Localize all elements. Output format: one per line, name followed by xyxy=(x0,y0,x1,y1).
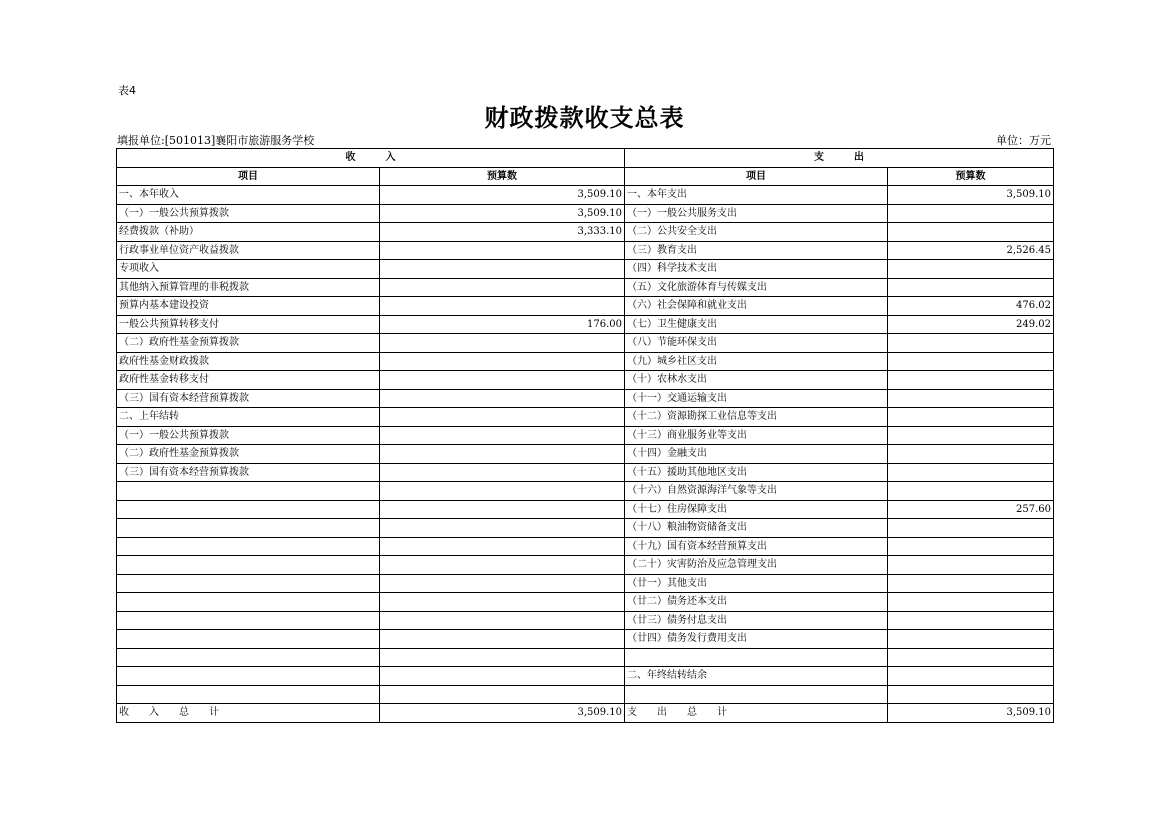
budget-table xyxy=(116,148,1054,723)
table-row xyxy=(117,556,1054,575)
expense-budget-cell xyxy=(888,556,1054,575)
table-body xyxy=(117,186,1054,704)
expense-item-cell: （六）社会保障和就业支出 xyxy=(625,297,888,316)
expense-budget-cell xyxy=(888,463,1054,482)
expense-budget-cell xyxy=(888,648,1054,667)
income-budget-cell xyxy=(380,463,625,482)
expense-budget-cell: 3,509.10 xyxy=(888,186,1054,205)
income-item-cell: 一、本年收入 xyxy=(117,186,380,205)
income-budget-cell: 3,509.10 xyxy=(380,186,625,205)
income-item-cell: 一般公共预算转移支付 xyxy=(117,315,380,334)
expense-item-cell: （十二）资源勘探工业信息等支出 xyxy=(625,408,888,427)
expense-budget-cell xyxy=(888,204,1054,223)
expense-budget-cell xyxy=(888,223,1054,242)
income-item-cell: 专项收入 xyxy=(117,260,380,279)
income-budget-cell xyxy=(380,593,625,612)
table-row xyxy=(117,241,1054,260)
income-item-cell: 政府性基金转移支付 xyxy=(117,371,380,390)
expense-item-cell: 一、本年支出 xyxy=(625,186,888,205)
income-budget-cell xyxy=(380,278,625,297)
income-budget-cell xyxy=(380,685,625,704)
expense-item-cell: （一）一般公共服务支出 xyxy=(625,204,888,223)
income-budget-cell xyxy=(380,667,625,686)
expense-item-cell: （五）文化旅游体育与传媒支出 xyxy=(625,278,888,297)
income-item-cell xyxy=(117,685,380,704)
expense-budget-cell xyxy=(888,371,1054,390)
income-budget-cell xyxy=(380,426,625,445)
expense-budget-cell xyxy=(888,519,1054,538)
expense-item-cell: 二、年终结转结余 xyxy=(625,667,888,686)
expense-item-cell: （十八）粮油物资储备支出 xyxy=(625,519,888,538)
expense-item-cell: （廿四）债务发行费用支出 xyxy=(625,630,888,649)
table-row xyxy=(117,611,1054,630)
expense-budget-cell xyxy=(888,445,1054,464)
income-budget-cell xyxy=(380,611,625,630)
table-row xyxy=(117,297,1054,316)
expense-item-cell: （二）公共安全支出 xyxy=(625,223,888,242)
table-row xyxy=(117,463,1054,482)
expense-item-cell xyxy=(625,648,888,667)
income-item-cell xyxy=(117,648,380,667)
income-item-cell: （一）一般公共预算拨款 xyxy=(117,204,380,223)
income-item-cell: 经费拨款（补助） xyxy=(117,223,380,242)
page-title: 财政拨款收支总表 xyxy=(484,104,685,132)
expense-item-cell: （八）节能环保支出 xyxy=(625,334,888,353)
income-item-cell xyxy=(117,519,380,538)
income-item-cell: （二）政府性基金预算拨款 xyxy=(117,334,380,353)
income-budget-cell xyxy=(380,556,625,575)
income-budget-cell: 3,509.10 xyxy=(380,204,625,223)
income-budget-cell xyxy=(380,648,625,667)
income-item-cell: 行政事业单位资产收益拨款 xyxy=(117,241,380,260)
expense-item-cell: （十六）自然资源海洋气象等支出 xyxy=(625,482,888,501)
table-row xyxy=(117,445,1054,464)
table-row xyxy=(117,537,1054,556)
expense-item-cell: （廿二）债务还本支出 xyxy=(625,593,888,612)
expense-budget-cell xyxy=(888,685,1054,704)
table-row xyxy=(117,186,1054,205)
income-item-cell xyxy=(117,482,380,501)
section-header-row xyxy=(117,149,1054,168)
unit-row xyxy=(117,132,1053,147)
table-row xyxy=(117,352,1054,371)
table-row xyxy=(117,630,1054,649)
expense-total-label: 支 出 总 计 xyxy=(625,704,888,723)
income-item-cell: （一）一般公共预算拨款 xyxy=(117,426,380,445)
table-number: 表4 xyxy=(118,84,136,97)
expense-budget-cell xyxy=(888,389,1054,408)
expense-item-cell: （七）卫生健康支出 xyxy=(625,315,888,334)
income-item-header: 项目 xyxy=(117,167,380,186)
expense-budget-cell: 476.02 xyxy=(888,297,1054,316)
income-budget-cell xyxy=(380,445,625,464)
expense-budget-cell xyxy=(888,611,1054,630)
expense-budget-cell xyxy=(888,260,1054,279)
table-row xyxy=(117,371,1054,390)
income-budget-cell xyxy=(380,352,625,371)
expense-item-cell: （四）科学技术支出 xyxy=(625,260,888,279)
table-row xyxy=(117,593,1054,612)
income-item-cell xyxy=(117,630,380,649)
column-header-row xyxy=(117,167,1054,186)
income-item-cell xyxy=(117,537,380,556)
table-row xyxy=(117,574,1054,593)
expense-budget-cell xyxy=(888,278,1054,297)
income-budget-cell: 3,333.10 xyxy=(380,223,625,242)
totals-row xyxy=(117,704,1054,723)
income-item-cell: （三）国有资本经营预算拨款 xyxy=(117,463,380,482)
table-row xyxy=(117,389,1054,408)
table-row xyxy=(117,260,1054,279)
expense-budget-cell xyxy=(888,630,1054,649)
table-row xyxy=(117,519,1054,538)
table-row xyxy=(117,315,1054,334)
income-item-cell: 二、上年结转 xyxy=(117,408,380,427)
table-row xyxy=(117,408,1054,427)
income-budget-cell xyxy=(380,389,625,408)
expense-item-cell: （二十）灾害防治及应急管理支出 xyxy=(625,556,888,575)
table-row xyxy=(117,500,1054,519)
income-budget-cell: 176.00 xyxy=(380,315,625,334)
table-row xyxy=(117,426,1054,445)
income-budget-cell xyxy=(380,630,625,649)
income-item-cell xyxy=(117,593,380,612)
income-total-value: 3,509.10 xyxy=(380,704,625,723)
income-item-cell xyxy=(117,611,380,630)
expense-item-cell: （九）城乡社区支出 xyxy=(625,352,888,371)
table-row xyxy=(117,278,1054,297)
income-item-cell xyxy=(117,500,380,519)
table-row xyxy=(117,482,1054,501)
expense-item-cell: （三）教育支出 xyxy=(625,241,888,260)
expense-budget-header: 预算数 xyxy=(888,167,1054,186)
income-budget-cell xyxy=(380,260,625,279)
income-item-cell: （三）国有资本经营预算拨款 xyxy=(117,389,380,408)
currency-unit: 单位：万元 xyxy=(996,134,1051,147)
income-total-label: 收 入 总 计 xyxy=(117,704,380,723)
table-row xyxy=(117,667,1054,686)
expense-budget-cell xyxy=(888,593,1054,612)
expense-item-cell: （十三）商业服务业等支出 xyxy=(625,426,888,445)
income-section-header: 收 入 xyxy=(117,149,625,168)
income-item-cell xyxy=(117,574,380,593)
expense-total-value: 3,509.10 xyxy=(888,704,1054,723)
expense-item-cell: （廿一）其他支出 xyxy=(625,574,888,593)
table-row xyxy=(117,685,1054,704)
expense-budget-cell xyxy=(888,408,1054,427)
expense-budget-cell xyxy=(888,667,1054,686)
expense-item-cell: （十九）国有资本经营预算支出 xyxy=(625,537,888,556)
income-budget-cell xyxy=(380,500,625,519)
expense-budget-cell xyxy=(888,537,1054,556)
expense-budget-cell xyxy=(888,574,1054,593)
income-budget-cell xyxy=(380,519,625,538)
income-item-cell: （二）政府性基金预算拨款 xyxy=(117,445,380,464)
expense-item-cell: （十七）住房保障支出 xyxy=(625,500,888,519)
expense-section-header: 支 出 xyxy=(625,149,1054,168)
income-item-cell xyxy=(117,556,380,575)
income-budget-cell xyxy=(380,537,625,556)
expense-item-cell: （十一）交通运输支出 xyxy=(625,389,888,408)
table-row xyxy=(117,204,1054,223)
income-budget-cell xyxy=(380,297,625,316)
income-budget-cell xyxy=(380,408,625,427)
income-budget-cell xyxy=(380,241,625,260)
expense-budget-cell xyxy=(888,334,1054,353)
expense-item-cell: （十四）金融支出 xyxy=(625,445,888,464)
expense-budget-cell: 2,526.45 xyxy=(888,241,1054,260)
expense-budget-cell: 249.02 xyxy=(888,315,1054,334)
income-budget-cell xyxy=(380,482,625,501)
income-budget-cell xyxy=(380,371,625,390)
table-row xyxy=(117,334,1054,353)
filler-unit: 填报单位:[501013]襄阳市旅游服务学校 xyxy=(117,134,315,147)
table-row xyxy=(117,223,1054,242)
expense-item-cell xyxy=(625,685,888,704)
income-budget-header: 预算数 xyxy=(380,167,625,186)
expense-budget-cell xyxy=(888,352,1054,371)
table-row xyxy=(117,648,1054,667)
income-item-cell: 其他纳入预算管理的非税拨款 xyxy=(117,278,380,297)
income-item-cell xyxy=(117,667,380,686)
expense-budget-cell: 257.60 xyxy=(888,500,1054,519)
expense-item-header: 项目 xyxy=(625,167,888,186)
expense-item-cell: （十五）援助其他地区支出 xyxy=(625,463,888,482)
income-budget-cell xyxy=(380,574,625,593)
expense-budget-cell xyxy=(888,426,1054,445)
income-item-cell: 政府性基金财政拨款 xyxy=(117,352,380,371)
expense-budget-cell xyxy=(888,482,1054,501)
expense-item-cell: （廿三）债务付息支出 xyxy=(625,611,888,630)
income-item-cell: 预算内基本建设投资 xyxy=(117,297,380,316)
expense-item-cell: （十）农林水支出 xyxy=(625,371,888,390)
income-budget-cell xyxy=(380,334,625,353)
